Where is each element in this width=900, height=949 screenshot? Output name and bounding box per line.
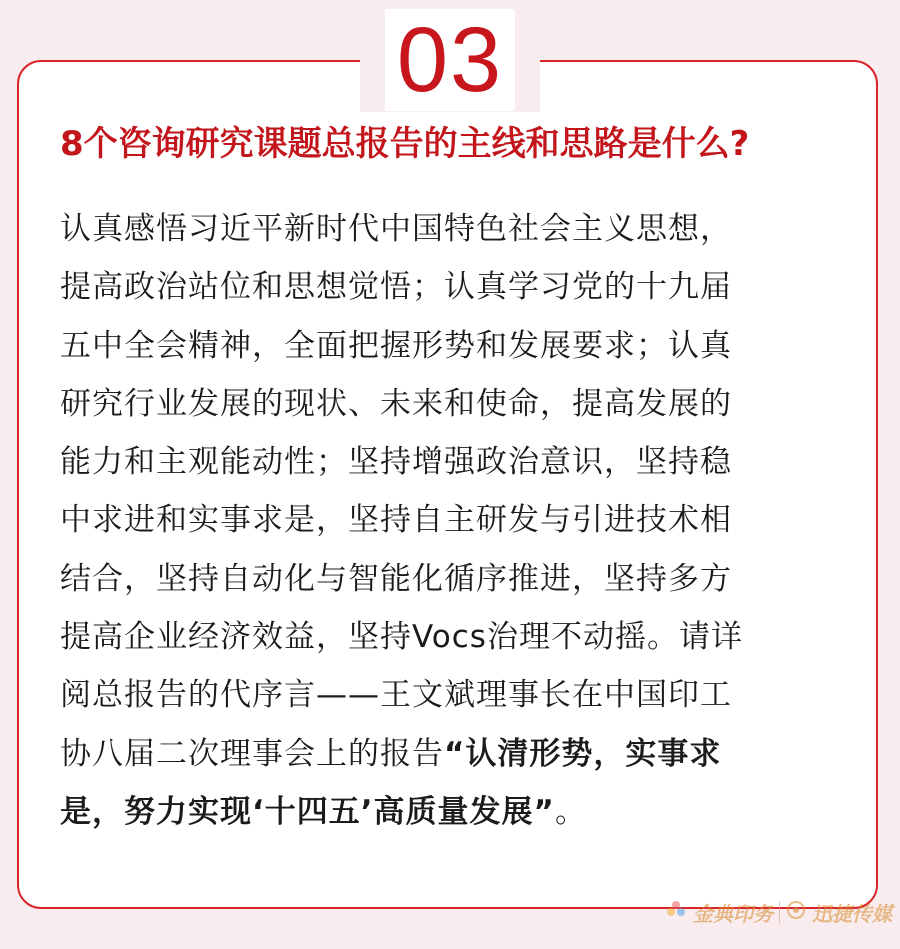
report-title-part1: “认清形势，实事求: [444, 735, 722, 772]
watermark: [665, 895, 892, 929]
answer-body: [60, 200, 850, 841]
flower-logo-icon: [665, 899, 687, 925]
answer-line: 提高企业经济效益，坚持Vocs治理不动摇。请详: [60, 619, 743, 656]
answer-line: 研究行业发展的现状、未来和使命，提高发展的: [60, 385, 732, 422]
section-number-text: 03: [385, 9, 515, 111]
question-heading: 8个咨询研究课题总报告的主线和思路是什么?: [60, 124, 750, 164]
watermark-right-brand: 迅捷传媒: [812, 901, 892, 926]
answer-text: 。: [554, 793, 587, 830]
circle-logo-icon: [786, 900, 806, 924]
answer-line: 认真感悟习近平新时代中国特色社会主义思想，: [60, 211, 732, 247]
answer-line: 五中全会精神，全面把握形势和发展要求；认真: [60, 327, 732, 364]
answer-line: 阅总报告的代序言——王文斌理事长在中国印工: [60, 677, 732, 714]
report-title-part2: 是，努力实现‘十四五’高质量发展”: [60, 793, 555, 830]
answer-line: 能力和主观能动性；坚持增强政治意识，坚持稳: [60, 444, 732, 481]
watermark-left-brand: 金典印务: [693, 901, 773, 926]
answer-line: [60, 725, 850, 783]
answer-text: 协八届二次理事会上的报告: [60, 735, 444, 772]
answer-line: 中求进和实事求是，坚持自主研发与引进技术相: [60, 502, 732, 539]
watermark-divider: [779, 901, 780, 923]
answer-line: 结合，坚持自动化与智能化循序推进，坚持多方: [60, 560, 732, 597]
answer-line: [60, 783, 850, 841]
section-number: [360, 8, 540, 112]
answer-line: 提高政治站位和思想觉悟；认真学习党的十九届: [60, 269, 732, 306]
